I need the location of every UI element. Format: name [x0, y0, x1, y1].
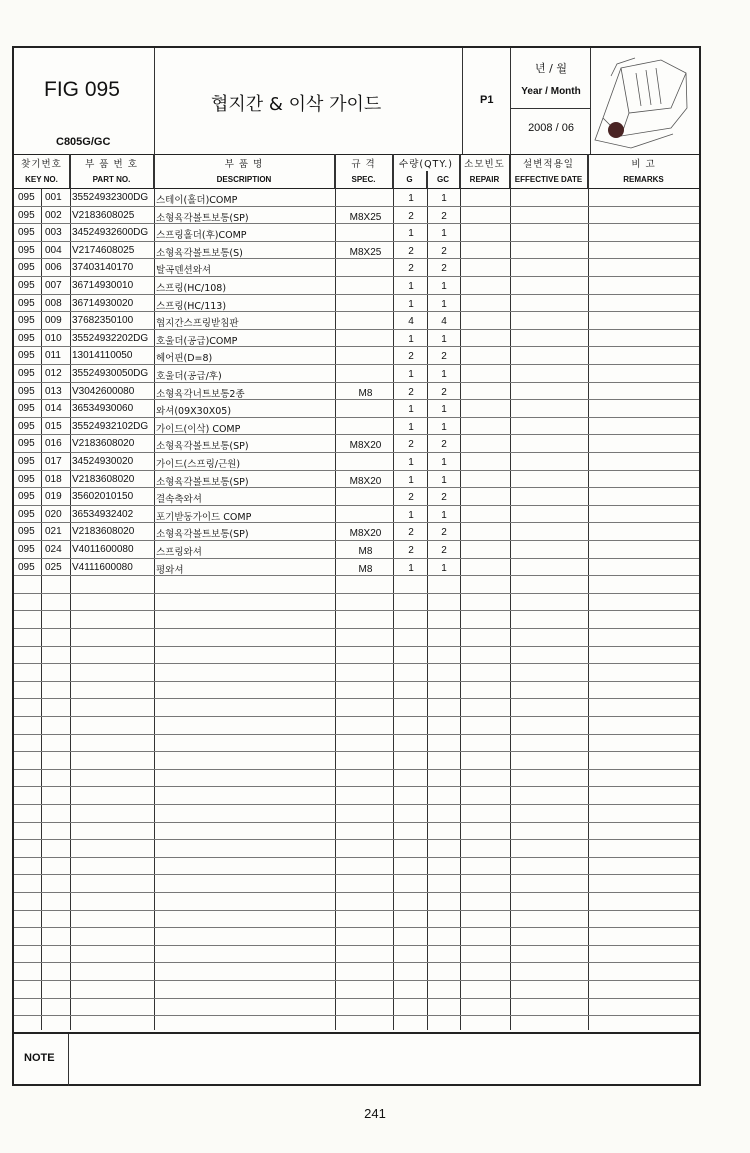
qty-gc: 1	[441, 509, 447, 521]
part-number: 35524930050DG	[72, 368, 149, 379]
qty-gc: 2	[441, 386, 447, 398]
part-number: V2183608020	[72, 438, 135, 450]
spec: M8X20	[349, 475, 382, 487]
qty-g: 1	[408, 193, 414, 204]
part-number: 35602010150	[72, 491, 134, 503]
page-code-cell	[463, 48, 511, 154]
table-row	[14, 559, 699, 577]
table-row	[14, 471, 699, 489]
harvester-illustration-icon	[591, 48, 699, 152]
part-number: 37403140170	[72, 262, 134, 274]
description: 스프링와셔	[156, 547, 202, 558]
header	[14, 48, 699, 155]
qty-g: 1	[408, 298, 414, 310]
table-row	[14, 488, 699, 506]
key-number: 017	[45, 456, 62, 467]
description: 스프링(HC/113)	[156, 300, 227, 312]
col-qty: 수량(QTY.)	[393, 154, 460, 188]
part-number: 35524932300DG	[72, 192, 149, 203]
fig-number: 095	[18, 368, 35, 379]
part-number: V2183608025	[72, 209, 135, 221]
part-number: 34524932600DG	[72, 227, 149, 239]
qty-gc: 1	[441, 281, 447, 292]
col-spec: 규 격 SPEC.	[335, 154, 393, 188]
key-number: 008	[45, 297, 62, 309]
fig-number: 095	[18, 350, 35, 362]
spec: M8	[358, 546, 373, 557]
spec: M8X25	[349, 211, 382, 223]
fig-number: 095	[18, 491, 35, 503]
table-row	[14, 207, 699, 225]
empty-row	[14, 928, 699, 946]
empty-row	[14, 911, 699, 929]
qty-g: 1	[408, 281, 414, 292]
fig-number: 095	[18, 438, 35, 450]
qty-g: 2	[408, 545, 414, 556]
part-number: V4111600080	[72, 561, 133, 573]
key-number: 021	[45, 526, 62, 538]
col-effective-date: 설변적용일 EFFECTIVE DATE	[510, 154, 588, 188]
empty-row	[14, 664, 699, 682]
col-part-no: 부 품 번 호 PART NO.	[70, 154, 154, 188]
part-number: 36714930010	[72, 280, 134, 291]
empty-row	[14, 611, 699, 629]
key-number: 006	[45, 262, 62, 274]
year-month-label-ko: 년 / 월	[535, 62, 567, 75]
issue-date: 2008 / 06	[528, 122, 574, 134]
empty-row	[14, 840, 699, 858]
empty-row	[14, 805, 699, 823]
qty-g: 1	[408, 369, 414, 380]
empty-row	[14, 875, 699, 893]
table-row	[14, 277, 699, 295]
key-number: 024	[45, 544, 62, 555]
fig-number: 095	[18, 209, 35, 221]
table-row	[14, 259, 699, 277]
empty-row	[14, 770, 699, 788]
table-row	[14, 506, 699, 524]
empty-row	[14, 629, 699, 647]
fig-number: 095	[18, 297, 35, 309]
key-number: 009	[45, 315, 62, 327]
empty-row	[14, 717, 699, 735]
figure-cell	[14, 48, 155, 154]
table-row	[14, 224, 699, 242]
qty-gc: 1	[441, 298, 447, 310]
key-number: 019	[45, 491, 62, 503]
fig-number: 095	[18, 420, 35, 432]
qty-g: 2	[408, 386, 414, 398]
fig-number: 095	[18, 508, 35, 520]
note-label: NOTE	[24, 1052, 55, 1064]
part-number: V3042600080	[72, 385, 135, 397]
page-title: 협지간 & 이삭 가이드	[211, 94, 382, 115]
empty-row	[14, 946, 699, 964]
qty-gc: 1	[441, 228, 447, 240]
qty-g: 2	[408, 210, 414, 222]
table-row	[14, 242, 699, 260]
description: 협지간스프링받침판	[156, 318, 239, 330]
note-label-cell	[14, 1034, 69, 1086]
part-number: 36534930060	[72, 403, 134, 415]
table-row	[14, 189, 699, 207]
parts-list-sheet	[12, 46, 701, 1086]
qty-gc: 1	[441, 457, 447, 468]
fig-number: 095	[18, 561, 35, 573]
part-number: 36534932402	[72, 508, 134, 520]
qty-g: 1	[408, 421, 414, 433]
description: 포기받동가이드 COMP	[156, 511, 252, 523]
part-number: V2183608020	[72, 526, 135, 538]
qty-g: 1	[408, 509, 414, 521]
qty-g: 1	[408, 404, 414, 416]
qty-g: 2	[408, 492, 414, 504]
spec: M8X20	[349, 440, 382, 452]
divider	[511, 108, 591, 109]
empty-row	[14, 893, 699, 911]
empty-row	[14, 594, 699, 612]
table-row	[14, 330, 699, 348]
spec: M8X20	[349, 528, 382, 540]
description: 호울더(공급)COMP	[156, 335, 238, 347]
table-row	[14, 523, 699, 541]
qty-gc: 2	[441, 439, 447, 451]
title-cell	[155, 48, 463, 154]
empty-row	[14, 823, 699, 841]
part-number: V2183608020	[72, 473, 135, 485]
fig-number: 095	[18, 192, 35, 203]
fig-number: 095	[18, 332, 35, 344]
key-number: 001	[45, 192, 62, 203]
qty-gc: 2	[441, 263, 447, 275]
fig-number: 095	[18, 526, 35, 538]
description: 결속축와셔	[156, 494, 202, 506]
empty-row	[14, 981, 699, 999]
key-number: 025	[45, 561, 62, 573]
qty-gc: 1	[441, 369, 447, 380]
description: 가이드(스프링/근원)	[156, 459, 241, 470]
qty-g: 2	[408, 245, 414, 257]
description: 평와셔	[156, 564, 184, 576]
description: 헤어핀(D=8)	[156, 353, 213, 365]
qty-g: 1	[408, 457, 414, 468]
key-number: 004	[45, 244, 62, 256]
key-number: 015	[45, 420, 62, 432]
qty-g: 2	[408, 527, 414, 539]
key-number: 012	[45, 368, 62, 379]
fig-number: 095	[18, 544, 35, 555]
description: 소형육각볼트보통(SP)	[156, 212, 249, 224]
part-number: V4011600080	[72, 544, 134, 555]
key-number: 020	[45, 508, 62, 520]
empty-row	[14, 576, 699, 594]
empty-row	[14, 647, 699, 665]
description: 스프링홀더(후)COMP	[156, 230, 247, 242]
qty-g: 1	[408, 333, 414, 345]
col-repair: 소모빈도 REPAIR	[460, 154, 510, 188]
part-number: 37682350100	[72, 315, 134, 327]
spec: M8	[358, 563, 373, 575]
empty-row	[14, 735, 699, 753]
key-number: 014	[45, 403, 62, 415]
key-number: 002	[45, 209, 62, 221]
qty-g: 1	[408, 474, 414, 486]
description: 탈곡덴션와셔	[156, 265, 212, 277]
qty-gc: 2	[441, 492, 447, 504]
qty-gc: 1	[441, 333, 447, 345]
qty-g: 2	[408, 351, 414, 363]
fig-number: 095	[18, 244, 35, 256]
qty-gc: 2	[441, 245, 447, 257]
table-row	[14, 418, 699, 436]
fig-number: 095	[18, 456, 35, 467]
fig-number: 095	[18, 280, 35, 291]
key-number: 013	[45, 385, 62, 397]
fig-number: 095	[18, 262, 35, 274]
page-number: 241	[364, 1106, 386, 1121]
fig-number: 095	[18, 403, 35, 415]
model-name: C805G/GC	[56, 136, 111, 148]
qty-gc: 1	[441, 474, 447, 486]
part-number: 36714930020	[72, 297, 134, 309]
part-number: V2174608025	[72, 244, 135, 256]
key-number: 003	[45, 227, 62, 239]
key-number: 011	[45, 350, 61, 362]
spec: M8	[358, 387, 373, 399]
empty-row	[14, 752, 699, 770]
qty-gc: 2	[441, 210, 447, 222]
key-number: 007	[45, 280, 62, 291]
fig-number: 095	[18, 385, 35, 397]
description: 스프링(HC/108)	[156, 283, 227, 294]
qty-gc: 1	[441, 421, 447, 433]
empty-row	[14, 858, 699, 876]
qty-g: 2	[408, 439, 414, 451]
fig-number: 095	[18, 473, 35, 485]
qty-g: 1	[408, 228, 414, 240]
part-number: 35524932202DG	[72, 332, 149, 344]
empty-row	[14, 999, 699, 1017]
qty-g: 4	[408, 316, 414, 328]
col-key: 찾기번호 KEY NO.	[14, 154, 70, 188]
table-row	[14, 383, 699, 401]
fig-number: 095	[18, 227, 35, 239]
machine-thumbnail	[591, 48, 699, 154]
table-row	[14, 295, 699, 313]
description: 소형육각볼트보통(SP)	[156, 441, 249, 453]
qty-gc: 4	[441, 316, 447, 328]
page-code: P1	[480, 94, 494, 106]
table-row	[14, 400, 699, 418]
description: 호울더(공급/후)	[156, 371, 222, 382]
empty-row	[14, 699, 699, 717]
col-description: 부 품 명 DESCRIPTION	[154, 154, 335, 188]
part-number: 34524930020	[72, 456, 134, 467]
description: 와셔(09X30X05)	[156, 406, 232, 418]
fig-number: 095	[18, 315, 35, 327]
table-row	[14, 453, 699, 471]
year-month-cell	[511, 48, 591, 154]
key-number: 018	[45, 473, 62, 485]
table-row	[14, 365, 699, 383]
col-qty-gc: GC	[427, 171, 460, 188]
key-number: 010	[45, 332, 62, 344]
description: 소형육각볼트보통(SP)	[156, 529, 249, 541]
table-row	[14, 347, 699, 365]
table-row	[14, 541, 699, 559]
empty-row	[14, 682, 699, 700]
table-row	[14, 312, 699, 330]
empty-row	[14, 963, 699, 981]
col-qty-g: G	[393, 171, 427, 188]
col-remarks: 비 고 REMARKS	[623, 159, 664, 184]
description: 소형육각너트보통2종	[156, 388, 245, 400]
part-number: 35524932102DG	[72, 420, 149, 432]
qty-gc: 1	[441, 562, 447, 574]
qty-gc: 1	[441, 404, 447, 416]
qty-gc: 1	[441, 193, 447, 204]
note-section	[14, 1032, 699, 1086]
part-number: 13014110050	[72, 350, 133, 362]
description: 소형육각볼트보통(S)	[156, 247, 243, 259]
table-row	[14, 435, 699, 453]
qty-gc: 2	[441, 545, 447, 556]
spec: M8X25	[349, 246, 382, 258]
description: 스테이(홀더)COMP	[156, 195, 238, 206]
description: 가이드(이삭) COMP	[156, 423, 241, 435]
empty-row	[14, 787, 699, 805]
qty-g: 1	[408, 562, 414, 574]
qty-g: 2	[408, 263, 414, 275]
key-number: 016	[45, 438, 62, 450]
figure-number: FIG 095	[44, 78, 120, 101]
qty-gc: 2	[441, 351, 447, 363]
qty-gc: 2	[441, 527, 447, 539]
description: 소형육각볼트보통(SP)	[156, 476, 249, 488]
year-month-label-en: Year / Month	[521, 86, 581, 97]
